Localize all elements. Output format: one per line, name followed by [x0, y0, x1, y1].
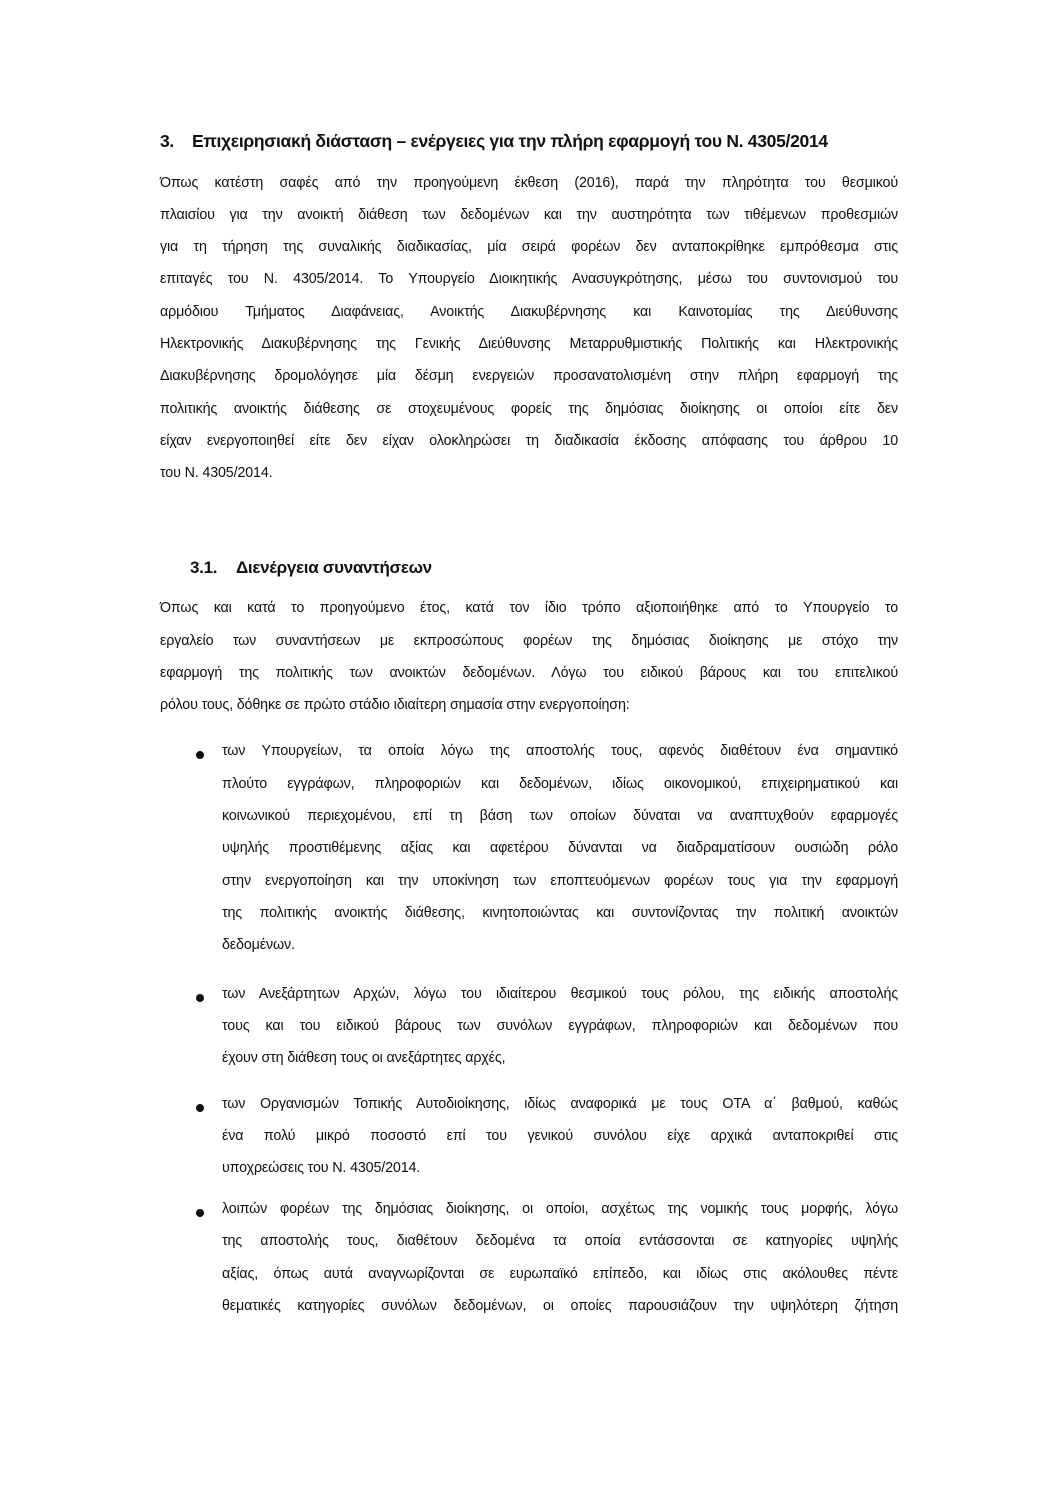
bullet-icon	[196, 751, 204, 759]
text-line: ρόλου τους, δόθηκε σε πρώτο στάδιο ιδιαίτερη σημασία στην ενεργοποίηση:	[160, 697, 630, 713]
text-line: πλούτο εγγράφων, πληροφοριών και δεδομένων, ιδίως οικονομικού, επιχειρηματικού και	[222, 776, 898, 792]
text-line: των Υπουργείων, τα οποία λόγω της αποστολής τους, αφενός διαθέτουν ένα σημαντικό	[222, 743, 898, 759]
bullet-icon	[196, 1209, 204, 1217]
text-line: πολιτικής ανοικτής διάθεσης σε στοχευμένους φορείς της δημόσιας διοίκησης οι οποίοι είτε δεν	[160, 401, 898, 417]
text-line: πλαισίου για την ανοικτή διάθεση των δεδομένων και την αυστηρότητα των τιθέμενων προθεσμιών	[160, 207, 898, 223]
text-line: κοινωνικού περιεχομένου, επί τη βάση των οποίων δύναται να αναπτυχθούν εφαρμογές	[222, 808, 898, 824]
section-number: 3.	[160, 131, 174, 151]
text-line: εργαλείο των συναντήσεων με εκπροσώπους φορέων της δημόσιας διοίκησης με στόχο την	[160, 633, 898, 649]
text-line: Ηλεκτρονικής Διακυβέρνησης της Γενικής Διεύθυνσης Μεταρρυθμιστικής Πολιτικής και Ηλεκτρονικής	[160, 336, 898, 352]
text-line: ένα πολύ μικρό ποσοστό επί του γενικού συνόλου είχε αρχικά ανταποκριθεί στις	[222, 1128, 898, 1144]
text-line: της πολιτικής ανοικτής διάθεσης, κινητοποιώντας και συντονίζοντας την πολιτική ανοικτών	[222, 905, 898, 921]
text-line: Διακυβέρνησης δρομολόγησε μία δέσμη ενεργειών προσανατολισμένη στην πλήρη εφαρμογή της	[160, 368, 898, 384]
text-line: Όπως κατέστη σαφές από την προηγούμενη έκθεση (2016), παρά την πληρότητα του θεσμικού	[160, 175, 898, 191]
text-line: λοιπών φορέων της δημόσιας διοίκησης, οι οποίοι, ασχέτως της νομικής τους μορφής, λόγω	[222, 1201, 898, 1217]
subsection-title: Διενέργεια συναντήσεων	[236, 558, 432, 577]
text-line: είχαν ενεργοποιηθεί είτε δεν είχαν ολοκληρώσει τη διαδικασία έκδοσης απόφασης του άρθρου 10	[160, 433, 898, 449]
text-line: για τη τήρηση της συναλικής διαδικασίας, μία σειρά φορέων δεν ανταποκρίθηκε εμπρόθεσμα στις	[160, 239, 898, 255]
text-line: θεματικές κατηγορίες συνόλων δεδομένων, οι οποίες παρουσιάζουν την υψηλότερη ζήτηση	[222, 1298, 898, 1314]
text-line: αξίας, όπως αυτά αναγνωρίζονται σε ευρωπαϊκό επίπεδο, και ιδίως στις ακόλουθες πέντε	[222, 1266, 898, 1282]
section-title: Επιχειρησιακή διάσταση – ενέργειες για την πλήρη εφαρμογή του Ν. 4305/2014	[192, 131, 828, 151]
text-line: εφαρμογή της πολιτικής των ανοικτών δεδομένων. Λόγω του ειδικού βάρους και του επιτελικού	[160, 665, 898, 681]
text-line: αρμόδιου Τμήματος Διαφάνειας, Ανοικτής Διακυβέρνησης και Καινοτομίας της Διεύθυνσης	[160, 304, 898, 320]
text-line: έχουν στη διάθεση τους οι ανεξάρτητες αρχές,	[222, 1050, 506, 1066]
subsection-heading	[190, 558, 432, 578]
section-heading	[160, 131, 828, 152]
text-line: στην ενεργοποίηση και την υποκίνηση των εποπτευόμενων φορέων τους για την εφαρμογή	[222, 873, 898, 889]
text-line: τους και του ειδικού βάρους των συνόλων εγγράφων, πληροφοριών και δεδομένων που	[222, 1018, 898, 1034]
text-line: υποχρεώσεις του Ν. 4305/2014.	[222, 1160, 421, 1176]
text-line: του Ν. 4305/2014.	[160, 465, 273, 481]
text-line: δεδομένων.	[222, 937, 295, 953]
bullet-icon	[196, 994, 204, 1002]
text-line: των Οργανισμών Τοπικής Αυτοδιοίκησης, ιδίως αναφορικά με τους ΟΤΑ α΄ βαθμού, καθώς	[222, 1096, 898, 1112]
text-line: υψηλής προστιθέμενης αξίας και αφετέρου δύνανται να διαδραματίσουν ουσιώδη ρόλο	[222, 840, 898, 856]
bullet-icon	[196, 1104, 204, 1112]
text-line: της αποστολής τους, διαθέτουν δεδομένα τα οποία εντάσσονται σε κατηγορίες υψηλής	[222, 1233, 898, 1249]
subsection-number: 3.1.	[190, 558, 218, 577]
text-line: των Ανεξάρτητων Αρχών, λόγω του ιδιαίτερου θεσμικού τους ρόλου, της ειδικής αποστολής	[222, 986, 898, 1002]
text-line: Όπως και κατά το προηγούμενο έτος, κατά τον ίδιο τρόπο αξιοποιήθηκε από το Υπουργείο το	[160, 600, 898, 616]
text-line: επιταγές του Ν. 4305/2014. Το Υπουργείο Διοικητικής Ανασυγκρότησης, μέσω του συντονισμού του	[160, 271, 898, 287]
